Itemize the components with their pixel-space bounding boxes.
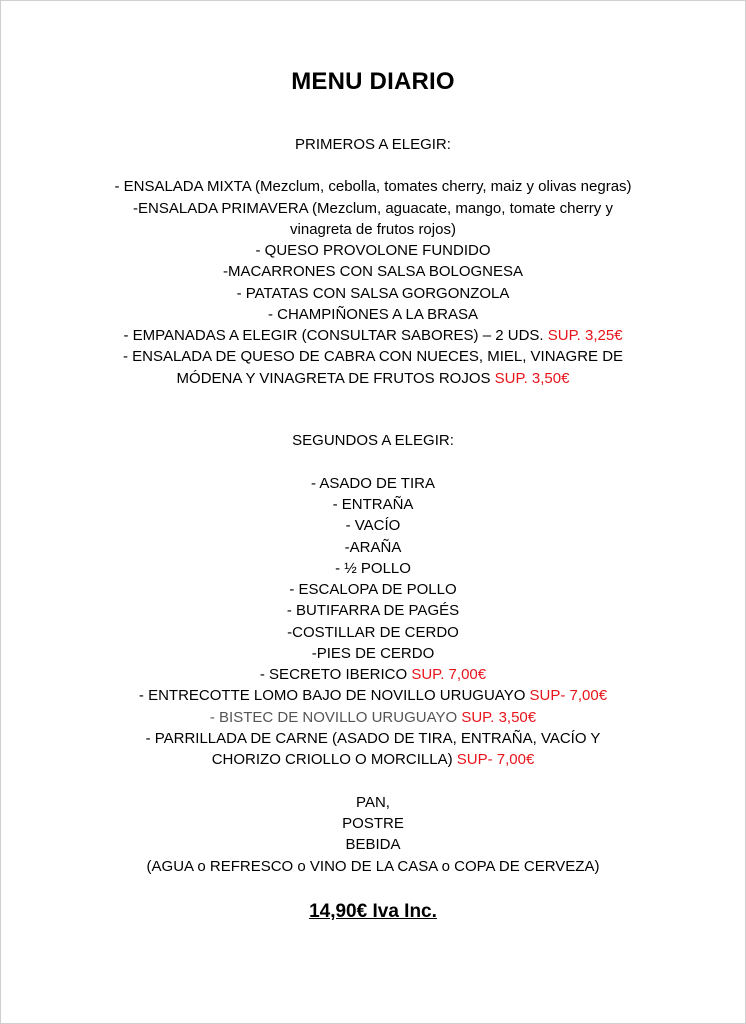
supplement-price: SUP- 7,00€: [456, 751, 535, 768]
supplement-price: SUP. 7,00€: [411, 666, 487, 683]
segundos-item: - ESCALOPA DE POLLO: [289, 581, 457, 598]
primeros-item: vinagreta de frutos rojos): [290, 221, 456, 238]
segundos-heading: SEGUNDOS A ELEGIR:: [292, 432, 454, 449]
supplement-price: SUP. 3,50€: [461, 709, 537, 726]
supplement-price: SUP. 3,25€: [547, 327, 623, 344]
primeros-item: - ENSALADA DE QUESO DE CABRA CON NUECES, MIEL, VINAGRE DE: [122, 348, 624, 365]
primeros-item: - CHAMPIÑONES A LA BRASA: [267, 306, 479, 323]
segundos-item: - VACÍO: [345, 517, 401, 534]
primeros-heading: PRIMEROS A ELEGIR:: [295, 136, 451, 153]
segundos-item: - ENTRAÑA: [332, 496, 414, 513]
segundos-item: -COSTILLAR DE CERDO: [287, 624, 459, 641]
segundos-item: - ASADO DE TIRA: [311, 475, 435, 492]
primeros-item: MÓDENA Y VINAGRETA DE FRUTOS ROJOS SUP. 3,50€: [176, 370, 570, 387]
segundos-item: - BUTIFARRA DE PAGÉS: [286, 602, 460, 619]
supplement-price: SUP. 3,50€: [494, 370, 570, 387]
primeros-item: -ENSALADA PRIMAVERA (Mezclum, aguacate, mango, tomate cherry y: [133, 200, 613, 217]
extra-bebida: BEBIDA: [345, 836, 401, 853]
extra-postre: POSTRE: [342, 815, 404, 832]
primeros-item: - QUESO PROVOLONE FUNDIDO: [255, 242, 491, 259]
segundos-item: - SECRETO IBERICO SUP. 7,00€: [259, 666, 487, 683]
menu-price: 14,90€ Iva Inc.: [309, 901, 437, 922]
menu-title: MENU DIARIO: [291, 68, 455, 95]
segundos-item: -ARAÑA: [344, 539, 402, 556]
primeros-item: - ENSALADA MIXTA (Mezclum, cebolla, tomates cherry, maiz y olivas negras): [114, 178, 632, 195]
primeros-item: - PATATAS CON SALSA GORGONZOLA: [236, 285, 510, 302]
segundos-item: - BISTEC DE NOVILLO URUGUAYO SUP. 3,50€: [209, 709, 537, 726]
segundos-item: - PARRILLADA DE CARNE (ASADO DE TIRA, ENTRAÑA, VACÍO Y: [145, 730, 601, 747]
segundos-item: CHORIZO CRIOLLO O MORCILLA) SUP- 7,00€: [211, 751, 535, 768]
segundos-item: - ½ POLLO: [335, 560, 411, 577]
segundos-item: - ENTRECOTTE LOMO BAJO DE NOVILLO URUGUAYO SUP- 7,00€: [138, 687, 608, 704]
supplement-price: SUP- 7,00€: [529, 687, 608, 704]
extra-pan: PAN,: [356, 794, 390, 811]
drink-options: (AGUA o REFRESCO o VINO DE LA CASA o COPA DE CERVEZA): [146, 858, 600, 875]
primeros-item: - EMPANADAS A ELEGIR (CONSULTAR SABORES) – 2 UDS. SUP. 3,25€: [123, 327, 623, 344]
primeros-item: -MACARRONES CON SALSA BOLOGNESA: [222, 263, 524, 280]
segundos-item: -PIES DE CERDO: [311, 645, 435, 662]
